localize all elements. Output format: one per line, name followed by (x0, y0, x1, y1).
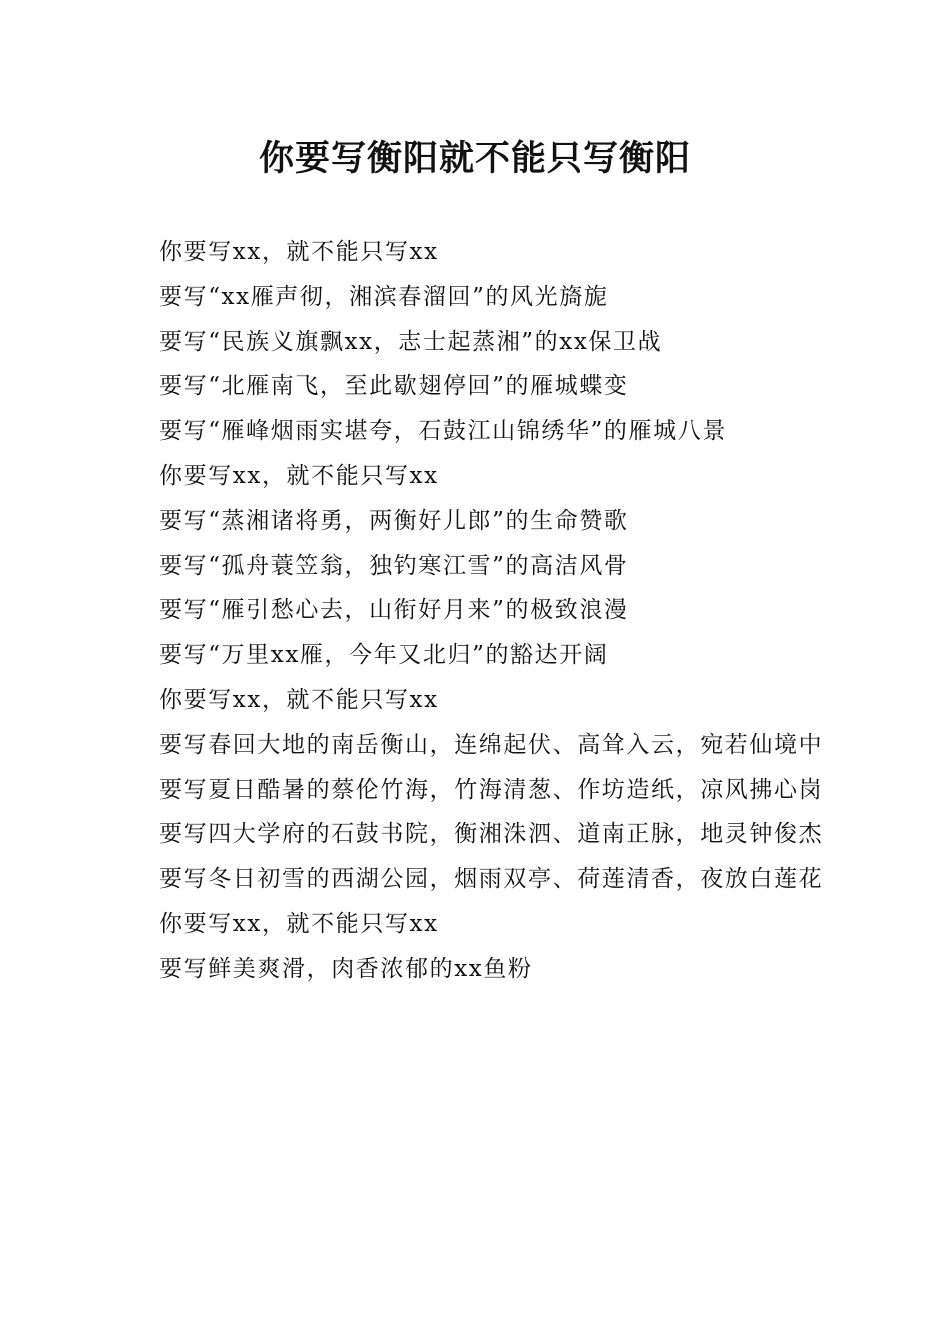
paragraph: 要写“民族义旗飘xx，志士起蒸湘”的xx保卫战 (159, 328, 663, 355)
paragraph: 要写“雁引愁心去，山衔好月来”的极致浪漫 (159, 597, 629, 624)
page-title: 你要写衡阳就不能只写衡阳 (258, 138, 691, 179)
document-body (120, 230, 825, 992)
paragraph: 要写“xx雁声彻，湘滨春溜回”的风光旖旎 (159, 283, 609, 310)
paragraph: 要写“雁峰烟雨实堪夸，石鼓江山锦绣华”的雁城八景 (159, 418, 727, 445)
paragraph: 你要写xx，就不能只写xx (159, 462, 439, 489)
paragraph: 要写“北雁南飞，至此歇翅停回”的雁城蝶变 (159, 373, 629, 400)
paragraph: 要写冬日初雪的西湖公园，烟雨双亭、荷莲清香，夜放白莲花 (159, 866, 824, 893)
paragraph: 要写“孤舟蓑笠翁，独钓寒江雪”的高洁风骨 (159, 552, 629, 579)
paragraph: 要写夏日酷暑的蔡伦竹海，竹海清葱、作坊造纸，凉风拂心岗 (159, 776, 824, 803)
paragraph: 要写鲜美爽滑，肉香浓郁的xx鱼粉 (159, 955, 533, 982)
paragraph: 要写“万里xx雁，今年又北归”的豁达开阔 (159, 642, 609, 669)
paragraph: 要写春回大地的南岳衡山，连绵起伏、高耸入云，宛若仙境中 (159, 731, 824, 758)
paragraph: 你要写xx，就不能只写xx (159, 910, 439, 937)
paragraph: 你要写xx，就不能只写xx (159, 686, 439, 713)
paragraph: 要写“蒸湘诸将勇，两衡好儿郎”的生命赞歌 (159, 507, 629, 534)
paragraph: 要写四大学府的石鼓书院，衡湘洙泗、道南正脉，地灵钟俊杰 (159, 821, 824, 848)
paragraph: 你要写xx，就不能只写xx (159, 239, 439, 265)
